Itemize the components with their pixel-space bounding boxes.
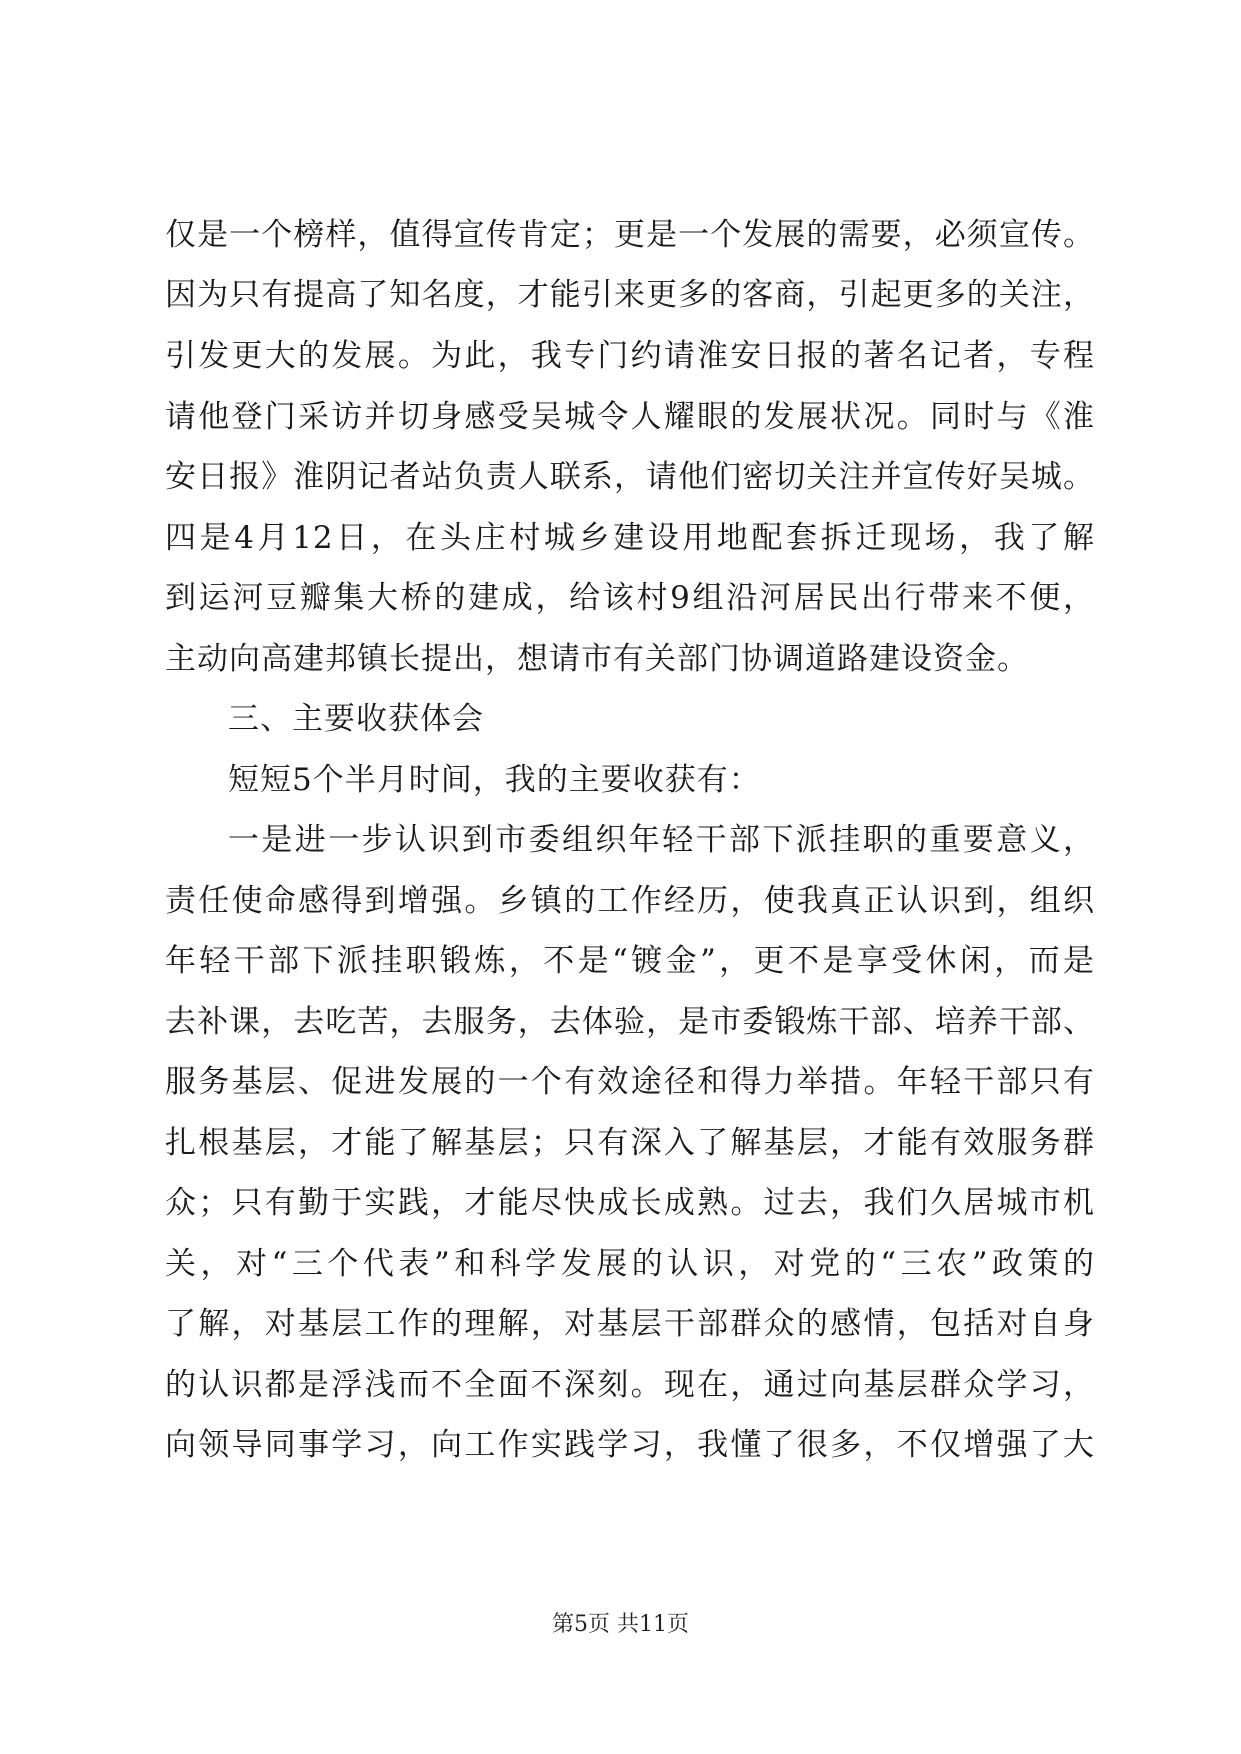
body-text-line: 一是进一步认识到市委组织年轻干部下派挂职的重要意义， — [228, 822, 1095, 858]
body-text-line: 年轻干部下派挂职锻炼，不是“镀金”，更不是享受休闲，而是 — [165, 943, 1095, 979]
section-heading: 三、主要收获体会 — [228, 701, 484, 737]
body-text-line: 仅是一个榜样，值得宣传肯定；更是一个发展的需要，必须宣传。 — [165, 217, 1095, 253]
body-text-line: 请他登门采访并切身感受吴城令人耀眼的发展状况。同时与《淮 — [165, 399, 1095, 435]
body-text-line: 因为只有提高了知名度，才能引来更多的客商，引起更多的关注， — [165, 277, 1095, 313]
body-text-line: 扎根基层，才能了解基层；只有深入了解基层，才能有效服务群 — [165, 1125, 1095, 1161]
body-text-line: 引发更大的发展。为此，我专门约请淮安日报的著名记者，专程 — [165, 338, 1095, 374]
body-text-line: 向领导同事学习，向工作实践学习，我懂了很多，不仅增强了大 — [165, 1427, 1095, 1463]
body-text-line: 四是4月12日，在头庄村城乡建设用地配套拆迁现场，我了解 — [165, 520, 1095, 556]
body-text-line: 责任使命感得到增强。乡镇的工作经历，使我真正认识到，组织 — [165, 883, 1095, 919]
page-footer: 第5页 共11页 — [552, 1612, 689, 1637]
body-text-line: 关，对“三个代表”和科学发展的认识，对党的“三农”政策的 — [165, 1246, 1095, 1282]
body-text-line: 去补课，去吃苦，去服务，去体验，是市委锻炼干部、培养干部、 — [165, 1004, 1095, 1040]
body-text-line: 短短5个半月时间，我的主要收获有： — [228, 762, 761, 798]
body-text-line: 主动向高建邦镇长提出，想请市有关部门协调道路建设资金。 — [165, 641, 1029, 677]
body-text-line: 安日报》淮阴记者站负责人联系，请他们密切关注并宣传好吴城。 — [165, 459, 1095, 495]
body-text-line: 众；只有勤于实践，才能尽快成长成熟。过去，我们久居城市机 — [165, 1185, 1095, 1221]
body-text-line: 服务基层、促进发展的一个有效途径和得力举措。年轻干部只有 — [165, 1064, 1095, 1100]
body-text-line: 的认识都是浮浅而不全面不深刻。现在，通过向基层群众学习， — [165, 1367, 1095, 1403]
body-text-line: 到运河豆瓣集大桥的建成，给该村9组沿河居民出行带来不便， — [165, 580, 1095, 616]
body-text-line: 了解，对基层工作的理解，对基层干部群众的感情，包括对自身 — [165, 1306, 1095, 1342]
